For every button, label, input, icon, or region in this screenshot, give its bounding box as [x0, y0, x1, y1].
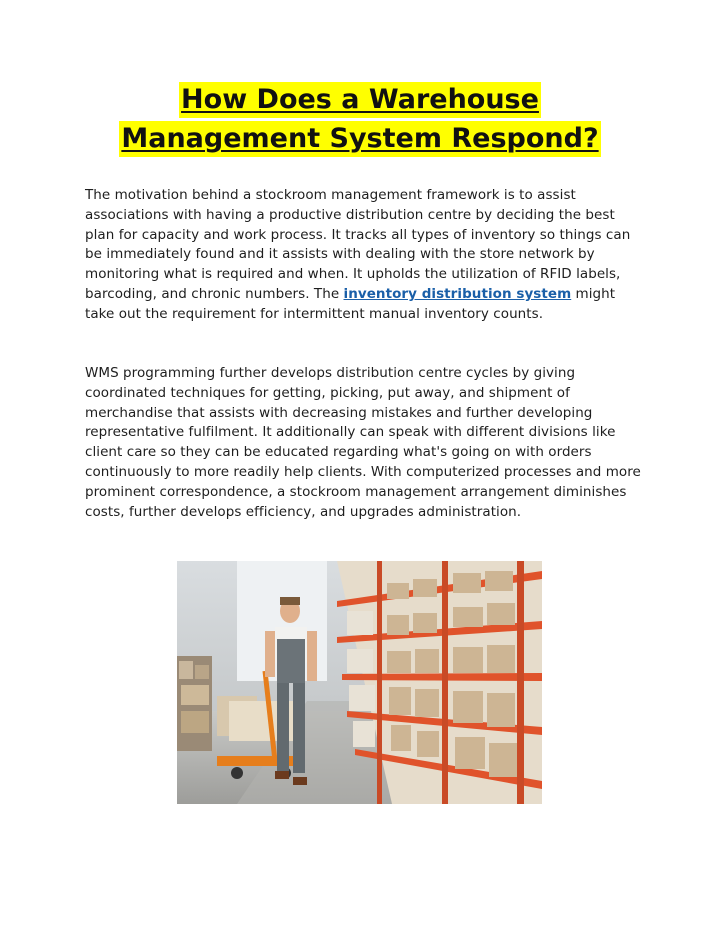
paragraph-2: WMS programming further develops distribution centre cycles by giving coordinated techniques for getting, picking, put away, and shipment of merchandise that assists with decreasing mistakes and further developing representative fulfilment. It additionally can speak with different divisions like client care so they can be educated regarding what's going on with orders continuously to more readily help clients. With computerized processes and more prominent correspondence, a stockroom management arrangement diminishes costs, further develops efficiency, and upgrades administration. — [85, 365, 641, 520]
warehouse-worker-photo — [177, 561, 542, 804]
title-line-2: Management System Respond? — [119, 121, 600, 157]
paragraph-1 — [85, 186, 645, 325]
paragraph-1-text-b: might take out the requirement for intermittent manual inventory counts. — [85, 285, 616, 322]
title-line-1: How Does a Warehouse — [179, 82, 541, 118]
page-title — [0, 82, 720, 160]
paragraph-1-text-a: The motivation behind a stockroom management framework is to assist associations with having a productive distribution centre by deciding the best plan for capacity and work process. It tracks all types of inventory so things can be immediately found and it assists with dealing with the store network by monitoring what is required and when. It upholds the utilization of RFID labels, barcoding, and chronic numbers. The — [85, 187, 631, 302]
inventory-distribution-system-link[interactable]: inventory distribution system — [343, 285, 572, 302]
